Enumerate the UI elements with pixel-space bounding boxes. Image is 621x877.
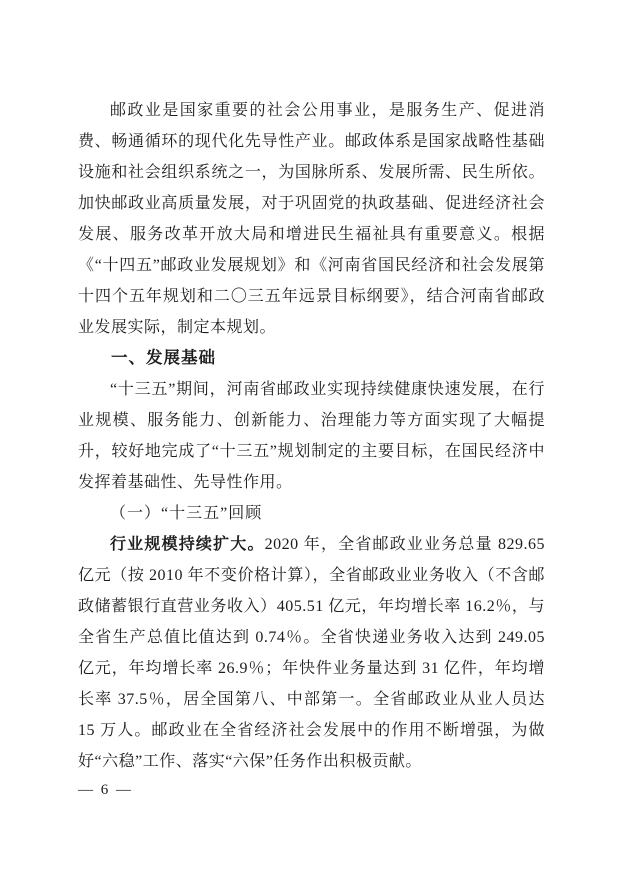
page-number: — 6 — bbox=[78, 782, 133, 798]
section-paragraph: “十三五”期间，河南省邮政业实现持续健康快速发展，在行业规模、服务能力、创新能力、治理能力等方面实现了大幅提升，较好地完成了“十三五”规划制定的主要目标，在国民经济中发挥着基础性、先导性作用。 bbox=[78, 381, 545, 491]
stats-paragraph bbox=[78, 529, 545, 777]
stats-body-text: 2020 年，全省邮政业业务总量 829.65 亿元（按 2010 年不变价格计算），全省邮政业业务收入（不含邮政储蓄银行直营业务收入）405.51 亿元，年均增长率 16.2％，与全省生产总值比值达到 0.74％。全省快递业务收入达到 249.05 亿元，年均增长率 26.9％；年快件业务量达到 31 亿件，年均增长率 37.5％，居全国第八、中部第一。全省邮政业从业人员达 15 万人。邮政业在全省经济社会发展中的作用不断增强，为做好“六稳”工作、落实“六保”任务作出积极贡献。 bbox=[78, 536, 545, 770]
section-heading: 一、发展基础 bbox=[111, 349, 216, 367]
subsection-heading: （一）“十三五”回顾 bbox=[110, 505, 263, 522]
stats-lead-text: 行业规模持续扩大。 bbox=[110, 536, 265, 553]
intro-paragraph: 邮政业是国家重要的社会公用事业，是服务生产、促进消费、畅通循环的现代化先导性产业。邮政体系是国家战略性基础设施和社会组织系统之一，为国脉所系、发展所需、民生所依。加快邮政业高质量发展，对于巩固党的执政基础、促进经济社会发展、服务改革开放大局和增进民生福祉具有重要意义。根据《“十四五”邮政业发展规划》和《河南省国民经济和社会发展第十四个五年规划和二〇三五年远景目标纲要》，结合河南省邮政业发展实际，制定本规划。 bbox=[78, 102, 545, 336]
